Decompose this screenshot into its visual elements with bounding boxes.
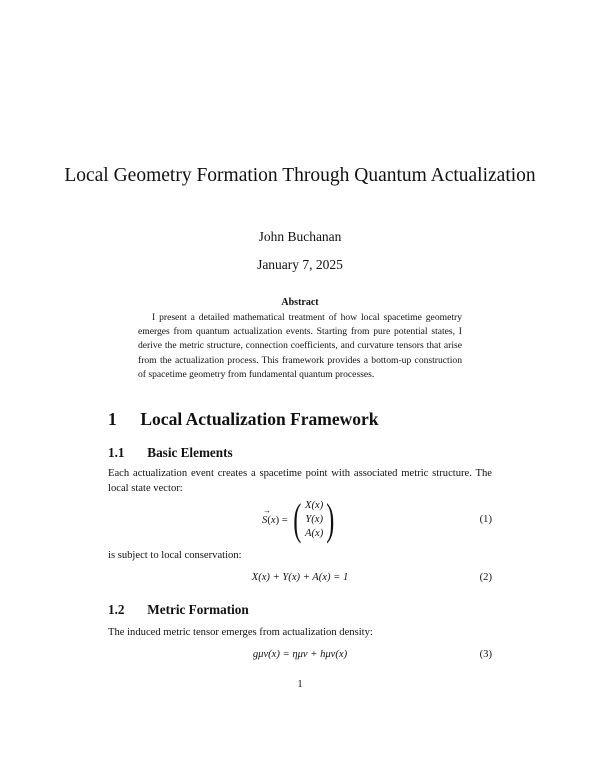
subsection-number: 1.2 xyxy=(108,602,125,617)
paper-title: Local Geometry Formation Through Quantum Actualization xyxy=(64,165,536,186)
section-title: Local Actualization Framework xyxy=(140,409,379,429)
equation-2-number: (2) xyxy=(479,572,492,583)
equation-3 xyxy=(108,649,492,665)
equation-1-lhs-arg: (x) = xyxy=(267,514,291,526)
abstract-text: I present a detailed mathematical treatment of how local spacetime geometry emerges from quantum actualization events. Starting from pure potential states, I derive the metric structure, connection coefficients, and curvature tensors that arise from the actualization process. This framework provides a bottom-up construction of spacetime geometry from fundamental quantum processes. xyxy=(138,312,462,380)
equation-3-number: (3) xyxy=(479,649,492,660)
subsection-heading-1-2 xyxy=(108,602,249,618)
equation-3-body: gμν(x) = ημν + hμν(x) xyxy=(252,649,348,660)
equation-2 xyxy=(108,572,492,588)
subsection-title: Metric Formation xyxy=(147,602,249,617)
equation-1-number: (1) xyxy=(479,514,492,525)
vector-entry-x: X(x) xyxy=(305,500,324,511)
page-number: 1 xyxy=(297,679,303,690)
subsection-heading-1-1 xyxy=(108,445,233,461)
equation-1-body xyxy=(108,495,492,544)
equation-1-expression xyxy=(262,495,338,544)
right-paren: ) xyxy=(326,495,335,544)
section-number: 1 xyxy=(108,409,117,429)
subsection-number: 1.1 xyxy=(108,445,125,460)
paragraph-conservation: is subject to local conservation: xyxy=(108,550,242,561)
vector-entry-y: Y(x) xyxy=(305,514,323,525)
publication-date: January 7, 2025 xyxy=(257,257,343,272)
subsection-title: Basic Elements xyxy=(147,445,233,460)
equation-2-body: X(x) + Y(x) + A(x) = 1 xyxy=(251,572,349,583)
state-vector-entries xyxy=(305,499,323,541)
equation-1 xyxy=(108,495,492,544)
equation-1-lhs: → S xyxy=(262,515,267,526)
paragraph-metric: The induced metric tensor emerges from actualization density: xyxy=(108,627,373,638)
author-name: John Buchanan xyxy=(258,229,342,244)
paragraph-state-vector: Each actualization event creates a spacetime point with associated metric structure. The local state vector: xyxy=(108,468,492,494)
section-heading-1 xyxy=(108,409,379,430)
left-paren: ( xyxy=(293,495,302,544)
vector-entry-a: A(x) xyxy=(305,528,324,539)
abstract-heading: Abstract xyxy=(281,297,319,308)
